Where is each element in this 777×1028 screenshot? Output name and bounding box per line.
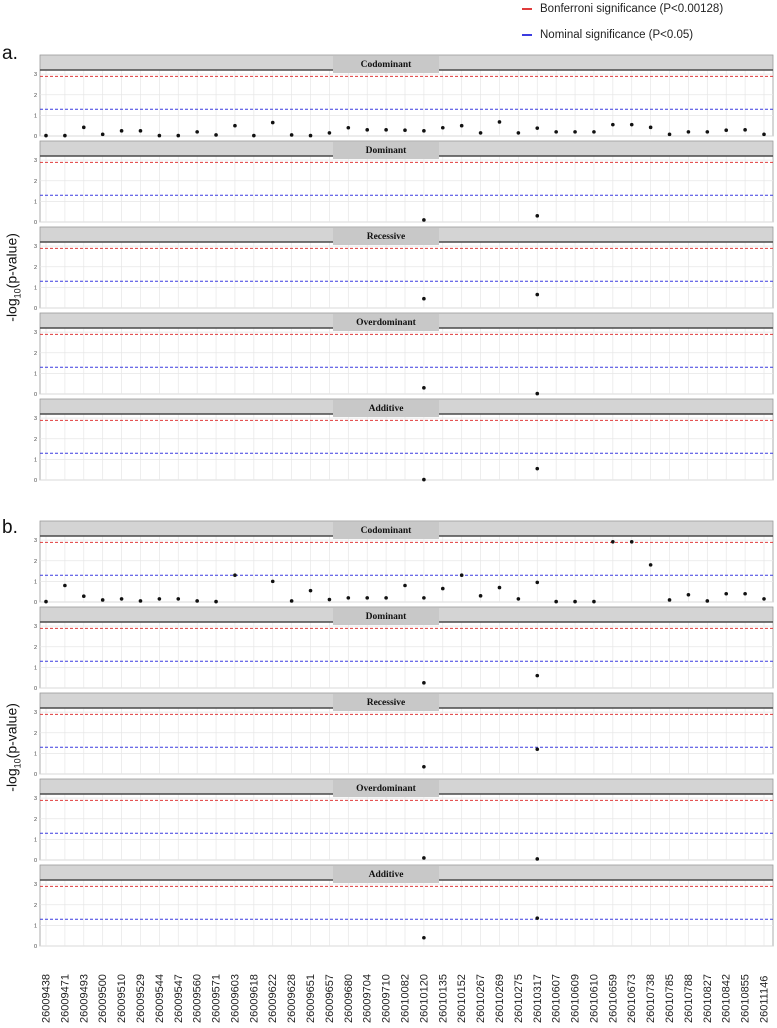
y-tick-label: 1 xyxy=(33,751,37,758)
y-axis-label-sub: 10 xyxy=(12,758,23,769)
x-tick-label-26009657: 26009657 xyxy=(323,974,336,1023)
panel-1-1 xyxy=(34,607,773,692)
data-point-26009571 xyxy=(214,133,218,137)
x-tick-label-26010788: 26010788 xyxy=(682,974,695,1023)
panel-1-0 xyxy=(34,521,773,606)
data-point-26010659 xyxy=(611,540,615,544)
data-point-26009710 xyxy=(384,596,388,600)
data-point-26010120 xyxy=(422,936,426,940)
panel-background xyxy=(40,794,773,860)
y-tick-label: 1 xyxy=(33,371,37,378)
x-tick-label-26010267: 26010267 xyxy=(475,974,488,1023)
data-point-26010317 xyxy=(535,392,539,396)
facet-label-dominant: Dominant xyxy=(365,612,407,622)
panel-background xyxy=(40,242,773,308)
data-point-26010120 xyxy=(422,386,426,390)
x-tick-label-26009618: 26009618 xyxy=(248,974,261,1023)
x-tick-label-26009571: 26009571 xyxy=(210,974,223,1023)
data-point-26009547 xyxy=(176,597,180,601)
data-point-26010317 xyxy=(535,293,539,297)
data-point-26011146 xyxy=(762,133,766,137)
x-tick-label-26009622: 26009622 xyxy=(267,974,280,1023)
data-point-26009560 xyxy=(195,599,199,603)
data-point-26010135 xyxy=(441,587,445,591)
data-point-26009471 xyxy=(63,584,67,588)
x-tick-label-26010269: 26010269 xyxy=(493,974,506,1023)
data-point-26009704 xyxy=(365,128,369,132)
data-point-26009500 xyxy=(101,598,105,602)
data-point-26009547 xyxy=(176,134,180,138)
y-tick-label: 1 xyxy=(33,665,37,672)
y-tick-label: 3 xyxy=(33,416,37,423)
data-point-26010855 xyxy=(743,128,747,132)
data-point-26009680 xyxy=(347,596,351,600)
y-tick-label: 2 xyxy=(33,558,37,565)
y-tick-label: 2 xyxy=(33,178,37,185)
data-point-26010275 xyxy=(517,131,521,135)
x-tick-label-26010607: 26010607 xyxy=(550,974,563,1023)
x-tick-label-26009651: 26009651 xyxy=(305,974,318,1023)
facet-label-codominant: Codominant xyxy=(360,60,412,70)
data-point-26010673 xyxy=(630,540,634,544)
panel-0-1 xyxy=(34,141,773,226)
data-point-26009657 xyxy=(328,598,332,602)
panel-background xyxy=(40,70,773,136)
panel-0-4 xyxy=(34,399,773,484)
data-point-26010827 xyxy=(706,599,710,603)
data-point-26010785 xyxy=(668,133,672,137)
x-tick-label-26009529: 26009529 xyxy=(134,974,147,1023)
data-point-26010317 xyxy=(535,214,539,218)
y-tick-label: 3 xyxy=(33,330,37,337)
data-point-26010317 xyxy=(535,674,539,678)
x-tick-label-26009500: 26009500 xyxy=(97,974,110,1023)
y-tick-label: 0 xyxy=(33,858,37,864)
legend-bonferroni-label: Bonferroni significance (P<0.00128) xyxy=(540,3,724,15)
y-tick-label: 1 xyxy=(33,199,37,206)
x-tick-label-26009710: 26009710 xyxy=(380,974,393,1023)
y-tick-label: 3 xyxy=(33,538,37,545)
y-axis-label-suffix: (p-value) xyxy=(3,233,20,289)
x-tick-label-26010610: 26010610 xyxy=(588,974,601,1023)
y-tick-label: 2 xyxy=(33,730,37,737)
panel-0-2 xyxy=(34,227,773,312)
data-point-26010607 xyxy=(554,130,558,134)
x-tick-label-26010275: 26010275 xyxy=(512,974,525,1023)
data-point-26010120 xyxy=(422,478,426,482)
data-point-26010855 xyxy=(743,592,747,596)
data-point-26010267 xyxy=(479,594,483,598)
data-point-26009544 xyxy=(158,134,162,138)
data-point-26009493 xyxy=(82,126,86,130)
data-point-26009571 xyxy=(214,600,218,604)
panel-0-0 xyxy=(34,55,773,140)
panel-background xyxy=(40,708,773,774)
x-tick-label-26010673: 26010673 xyxy=(626,974,639,1023)
y-tick-label: 0 xyxy=(33,306,37,312)
data-point-26009500 xyxy=(101,133,105,137)
data-point-26010120 xyxy=(422,129,426,133)
data-point-26009438 xyxy=(44,600,48,604)
data-point-26009657 xyxy=(328,131,332,135)
panel-background xyxy=(40,156,773,222)
y-tick-label: 1 xyxy=(33,579,37,586)
panel-0-3 xyxy=(34,313,773,398)
y-tick-label: 0 xyxy=(33,220,37,226)
data-point-26009622 xyxy=(271,121,275,125)
y-tick-label: 2 xyxy=(33,902,37,909)
data-point-26010120 xyxy=(422,681,426,685)
data-point-26010082 xyxy=(403,128,407,132)
facet-label-additive: Additive xyxy=(368,404,404,414)
facet-label-codominant: Codominant xyxy=(360,526,412,536)
y-tick-label: 3 xyxy=(33,244,37,251)
panel-1-4 xyxy=(34,865,773,950)
panel-background xyxy=(40,414,773,480)
y-tick-label: 3 xyxy=(33,882,37,889)
data-point-26010842 xyxy=(724,592,728,596)
data-point-26010269 xyxy=(498,120,502,124)
y-tick-label: 2 xyxy=(33,350,37,357)
y-tick-label: 3 xyxy=(33,710,37,717)
y-tick-label: 2 xyxy=(33,816,37,823)
data-point-26010610 xyxy=(592,600,596,604)
panel-background xyxy=(40,328,773,394)
data-point-26009471 xyxy=(63,134,67,138)
y-tick-label: 0 xyxy=(33,600,37,606)
data-point-26010135 xyxy=(441,126,445,130)
data-point-26009622 xyxy=(271,580,275,584)
x-tick-label-26010135: 26010135 xyxy=(437,974,450,1023)
data-point-26009603 xyxy=(233,573,237,577)
data-point-26009529 xyxy=(139,129,143,133)
data-point-26010120 xyxy=(422,856,426,860)
data-point-26010842 xyxy=(724,128,728,132)
x-tick-label-26011146: 26011146 xyxy=(758,975,771,1023)
y-tick-label: 0 xyxy=(33,134,37,140)
panel-1-3 xyxy=(34,779,773,864)
data-point-26010607 xyxy=(554,600,558,604)
panel-background xyxy=(40,880,773,946)
y-tick-label: 0 xyxy=(33,944,37,950)
data-point-26009510 xyxy=(120,129,124,133)
data-point-26010673 xyxy=(630,123,634,127)
x-tick-label-26010842: 26010842 xyxy=(720,974,733,1023)
x-tick-label-26010738: 26010738 xyxy=(645,974,658,1023)
data-point-26010317 xyxy=(535,467,539,471)
x-tick-label-26010855: 26010855 xyxy=(739,974,752,1023)
y-axis-label-prefix: -log xyxy=(3,768,20,792)
data-point-26009651 xyxy=(309,134,313,138)
y-tick-label: 2 xyxy=(33,92,37,99)
y-axis-label-sub: 10 xyxy=(12,288,23,299)
x-tick-label-26010609: 26010609 xyxy=(569,974,582,1023)
x-tick-label-26009704: 26009704 xyxy=(361,974,374,1023)
data-point-26009710 xyxy=(384,128,388,132)
legend-nominal-label: Nominal significance (P<0.05) xyxy=(540,29,694,41)
data-point-26010609 xyxy=(573,130,577,134)
data-point-26009529 xyxy=(139,599,143,603)
data-point-26010082 xyxy=(403,584,407,588)
data-point-26010610 xyxy=(592,130,596,134)
data-point-26011146 xyxy=(762,597,766,601)
panel-background xyxy=(40,536,773,602)
data-point-26010275 xyxy=(517,597,521,601)
y-tick-label: 2 xyxy=(33,436,37,443)
data-point-26009560 xyxy=(195,130,199,134)
x-tick-label-26010827: 26010827 xyxy=(701,974,714,1023)
facet-label-recessive: Recessive xyxy=(366,232,406,242)
data-point-26010659 xyxy=(611,123,615,127)
y-axis-label-suffix: (p-value) xyxy=(3,703,20,759)
data-point-26010152 xyxy=(460,124,464,128)
data-point-26010317 xyxy=(535,916,539,920)
data-point-26009651 xyxy=(309,589,313,593)
data-point-26009544 xyxy=(158,597,162,601)
data-point-26010120 xyxy=(422,218,426,222)
figure-a-label: a. xyxy=(2,43,18,64)
panel-1-2 xyxy=(34,693,773,778)
data-point-26010785 xyxy=(668,598,672,602)
x-tick-label-26010785: 26010785 xyxy=(664,974,677,1023)
data-point-26010120 xyxy=(422,765,426,769)
data-point-26010267 xyxy=(479,131,483,135)
panel-background xyxy=(40,622,773,688)
data-point-26010120 xyxy=(422,297,426,301)
y-tick-label: 2 xyxy=(33,644,37,651)
y-tick-label: 0 xyxy=(33,478,37,484)
data-point-26010317 xyxy=(535,747,539,751)
facet-label-overdominant: Overdominant xyxy=(356,784,416,794)
facet-label-recessive: Recessive xyxy=(366,698,406,708)
data-point-26009510 xyxy=(120,597,124,601)
data-point-26010317 xyxy=(535,581,539,585)
facet-label-additive: Additive xyxy=(368,870,404,880)
data-point-26009603 xyxy=(233,124,237,128)
x-tick-label-26009560: 26009560 xyxy=(191,974,204,1023)
x-tick-label-26009544: 26009544 xyxy=(153,974,166,1023)
data-point-26010317 xyxy=(535,126,539,130)
y-tick-label: 2 xyxy=(33,264,37,271)
x-tick-label-26009438: 26009438 xyxy=(40,974,53,1023)
facet-label-dominant: Dominant xyxy=(365,146,407,156)
data-point-26010738 xyxy=(649,126,653,130)
y-tick-label: 0 xyxy=(33,772,37,778)
x-tick-label-26010120: 26010120 xyxy=(418,974,431,1023)
y-tick-label: 0 xyxy=(33,392,37,398)
y-tick-label: 1 xyxy=(33,457,37,464)
data-point-26010788 xyxy=(687,593,691,597)
figure-b-label: b. xyxy=(2,517,18,538)
x-tick-label-26009547: 26009547 xyxy=(172,974,185,1023)
data-point-26009704 xyxy=(365,596,369,600)
y-tick-label: 3 xyxy=(33,72,37,79)
data-point-26010152 xyxy=(460,573,464,577)
data-point-26010827 xyxy=(706,130,710,134)
facet-label-overdominant: Overdominant xyxy=(356,318,416,328)
y-tick-label: 1 xyxy=(33,285,37,292)
y-axis-label-prefix: -log xyxy=(3,298,20,322)
data-point-26010120 xyxy=(422,596,426,600)
x-tick-label-26009471: 26009471 xyxy=(59,974,72,1023)
data-point-26010738 xyxy=(649,563,653,567)
data-point-26010788 xyxy=(687,130,691,134)
y-tick-label: 1 xyxy=(33,923,37,930)
data-point-26009618 xyxy=(252,134,256,138)
x-tick-label-26010659: 26010659 xyxy=(607,974,620,1023)
data-point-26009438 xyxy=(44,134,48,138)
data-point-26009680 xyxy=(347,126,351,130)
data-point-26010269 xyxy=(498,586,502,590)
y-tick-label: 3 xyxy=(33,796,37,803)
data-point-26010317 xyxy=(535,857,539,861)
x-tick-label-26009628: 26009628 xyxy=(286,974,299,1023)
data-point-26009493 xyxy=(82,594,86,598)
y-tick-label: 0 xyxy=(33,686,37,692)
x-tick-label-26009493: 26009493 xyxy=(78,974,91,1023)
y-tick-label: 1 xyxy=(33,113,37,120)
x-tick-label-26009603: 26009603 xyxy=(229,974,242,1023)
y-tick-label: 1 xyxy=(33,837,37,844)
data-point-26010609 xyxy=(573,600,577,604)
data-point-26009628 xyxy=(290,599,294,603)
x-tick-label-26009680: 26009680 xyxy=(342,974,355,1023)
y-tick-label: 3 xyxy=(33,158,37,165)
x-tick-label-26010317: 26010317 xyxy=(531,974,544,1023)
y-tick-label: 3 xyxy=(33,624,37,631)
x-tick-label-26010152: 26010152 xyxy=(456,974,469,1023)
x-tick-label-26010082: 26010082 xyxy=(399,974,412,1023)
x-tick-label-26009510: 26009510 xyxy=(116,974,129,1023)
data-point-26009628 xyxy=(290,133,294,137)
